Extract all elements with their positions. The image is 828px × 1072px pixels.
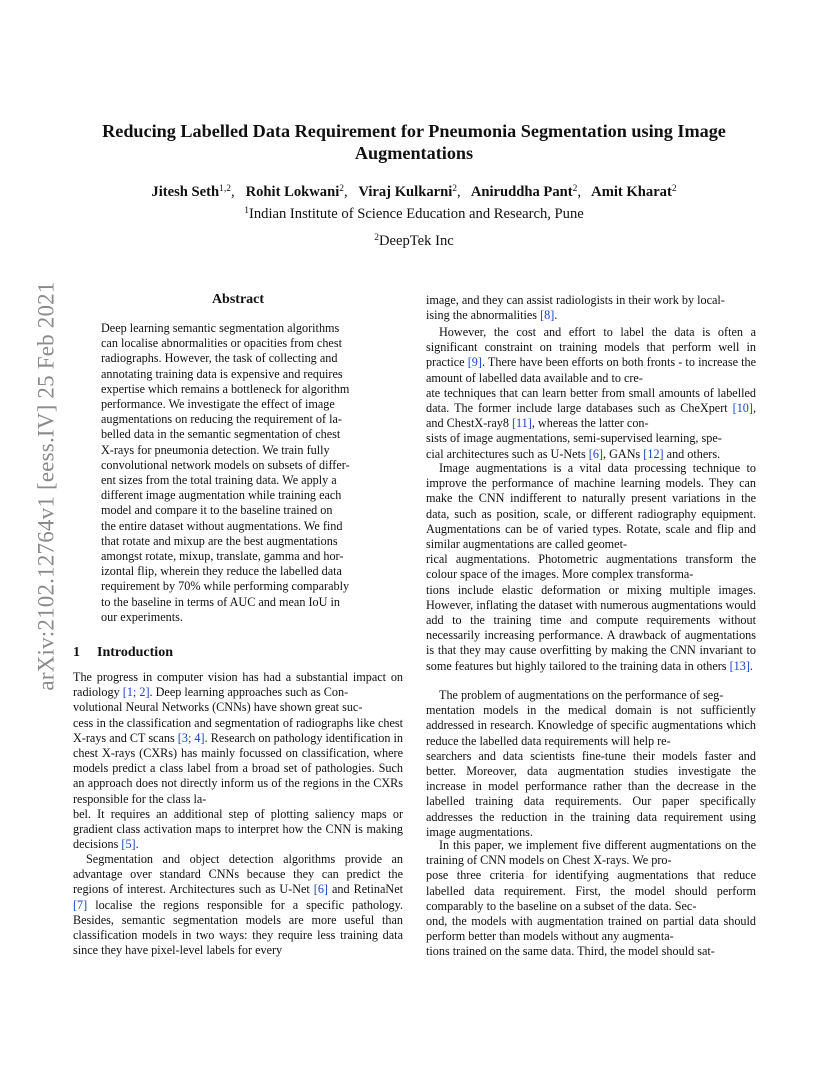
abstract-line: requirement by 70% while performing comparably [101, 579, 350, 594]
citation-link[interactable]: [3; [177, 730, 192, 745]
author-affiliation-mark: 2 [572, 184, 578, 194]
abstract-line: convolutional network models on subsets of differ- [101, 457, 350, 472]
abstract-heading: Abstract [211, 292, 265, 307]
section-number: 1 [73, 645, 80, 660]
right-paragraph-3 [426, 688, 756, 840]
right-paragraph-continued [426, 293, 756, 323]
abstract-line: performance. We investigate the effect of image [101, 397, 335, 412]
author-name: Aniruddha Pant [470, 184, 573, 200]
paragraph-text: The problem of augmentations on the performance of seg- mentation models in the medical domain is not sufficiently addressed in research. Knowledge of specific augmentations which reduce the labelled data requirements will help re- searchers and data scientists fine-tune their models faster and better. Moreover, data augmentation studies investigate the increase in model performance rather than the decrease in the labelled training data requirements. Our paper specifically addresses the reduction in the training data requirement using image augmentations. [426, 688, 756, 839]
abstract-body [101, 321, 377, 625]
abstract-line: the entire dataset without augmentations. We find [101, 518, 343, 533]
citation-link[interactable]: [8] [540, 308, 555, 323]
affiliation-text: Indian Institute of Science Education and Research, Pune [249, 206, 584, 222]
citation-link[interactable]: [6] [588, 446, 603, 461]
arxiv-stamp-text: arXiv:2102.12764v1 [eess.IV] 25 Feb 2021 [34, 281, 60, 691]
section-title: Introduction [97, 645, 173, 660]
paragraph-text: In this paper, we implement five different augmentations on the training of CNN models on Chest X-rays. We pro- pose three criteria for identifying augmentations that reduce labelled data requirement. First, the model should perform comparably to the baseline on a subset of the data. Sec- ond, the models with augmentation trained on partial data should perform better than models without any augmenta- tions trained on the same data. Third, the model should sat- [426, 838, 756, 959]
paragraph-text: Image augmentations is a vital data processing technique to improve the performance of machine learning models. They can make the CNN indifferent to naturally present variations in the data, such as position, scale, or different radiography equipment. Augmentations can be of varied types. Rotate, scale and flip and similar augmentations are called geomet- rical augmentations. Photometric augmentations transform the colour space of the images. More complex transforma- tions include elastic deformation or mixing multiple images. However, inflating the dataset with numerous augmentations would add to the training time and compute requirements without necessarily increasing performance. A drawback of augmentations is that they may cause overfitting by making the CNN invariant to some features but highly tailored to the training data in others [13]. [426, 461, 757, 673]
affiliation-mark: 2 [374, 233, 379, 243]
intro-paragraph-2 [73, 852, 403, 958]
citation-link[interactable]: [6] [313, 882, 328, 897]
arxiv-identifier-stamp [17, 281, 77, 691]
author-affiliation-mark: 2 [671, 184, 677, 194]
author-affiliation-mark: 2 [339, 184, 345, 194]
author-name: Amit Kharat [591, 184, 672, 200]
author-name: Rohit Lokwani [245, 184, 340, 200]
abstract-line: ent sizes from the total training data. We apply a [101, 473, 337, 488]
paragraph-text: However, the cost and effort to label the data is often a significant constraint on training models that perform well in practice [9]. There have been efforts on both fronts - to increase the amount of labelled data available and to cre- ate techniques that can learn better from small amounts of labelled data. The former include large databases such as CheXpert [10], and ChestX-ray8 [11], whereas the latter con- sists of image augmentations, semi-supervised learning, spe- cial architectures such as U-Nets [6], GANs [12] and others. [426, 325, 757, 461]
right-paragraph-4 [426, 838, 756, 960]
paragraph-text: The progress in computer vision has had a substantial impact on radiology [1; 2]. Deep learning approaches such as Con- volutional Neural Networks (CNNs) have shown great suc- cess in the classification and segmentation of radiographs like chest X-rays and CT scans [3; 4]. Research on pathology identification in chest X-rays (CXRs) has mainly focussed on classification, where models predict a class label from a broad set of pathologies. Such an approach does not directly inform us of the regions in the CXRs responsible for the class la- bel. It requires an additional step of plotting saliency maps or gradient class activation maps to interpret how the CNN is making decisions [5]. [73, 670, 404, 852]
abstract-line: augmentations on reducing the requirement of la- [101, 412, 342, 427]
paragraph-text: image, and they can assist radiologists in their work by local- ising the abnormalities [8]. [426, 293, 725, 323]
author-affiliation-mark: 1,2 [219, 184, 231, 194]
right-paragraph-1 [426, 325, 756, 462]
affiliation-2 [60, 231, 768, 251]
abstract-line: expertise which remains a bottleneck for algorithm [101, 381, 350, 396]
abstract-line: can localise abnormalities or opacities from chest [101, 336, 342, 351]
citation-link[interactable]: [7] [73, 897, 88, 912]
citation-link[interactable]: [5] [121, 837, 136, 852]
abstract-line: that rotate and mixup are the best augmentations [101, 533, 338, 548]
right-paragraph-2 [426, 461, 756, 674]
abstract-line: X-rays for pneumonia detection. We train fully [101, 442, 330, 457]
author-name: Viraj Kulkarni [358, 184, 453, 200]
abstract-line: amongst rotate, mixup, translate, gamma and hor- [101, 549, 344, 564]
abstract-line: Deep learning semantic segmentation algorithms [101, 321, 340, 335]
paper-title: Reducing Labelled Data Requirement for Pneumonia Segmentation using Image Augmentations [102, 121, 726, 163]
citation-link[interactable]: [10] [732, 401, 753, 416]
citation-link[interactable]: [11] [511, 416, 532, 431]
abstract-line: radiographs. However, the task of collecting and [101, 351, 338, 366]
affiliation-text: DeepTek Inc [379, 233, 454, 249]
abstract-line: different image augmentation while training each [101, 488, 342, 503]
author-affiliation-mark: 2 [452, 184, 458, 194]
citation-link[interactable]: [1; [122, 685, 137, 700]
section-heading-introduction [73, 645, 173, 661]
abstract-line: izontal flip, wherein they reduce the labelled data [101, 564, 342, 579]
author-list: Jitesh Seth$^{1,2}$, Rohit Lokwani$^2$, Viraj Kulkarni$^2$, Aniruddha Pant$^2$, Amit Kharat$^2$ [151, 184, 677, 200]
abstract-line: to the baseline in terms of AUC and mean IoU in [101, 594, 340, 609]
abstract-line: our experiments. [101, 609, 183, 624]
citation-link[interactable]: 2] [139, 685, 150, 700]
citation-link[interactable]: [13] [729, 658, 750, 673]
affiliation-1 [60, 204, 768, 224]
abstract-line: belled data in the semantic segmentation of chest [101, 427, 341, 442]
citation-link[interactable]: 4] [194, 730, 205, 745]
abstract-line: model and compare it to the baseline trained on [101, 503, 333, 518]
abstract-line: annotating training data is expensive and requires [101, 366, 343, 381]
paragraph-text: Segmentation and object detection algorithms provide an advantage over standard CNNs because they can predict the regions of interest. Architectures such as U-Net [6] and RetinaNet [7] localise the regions responsible for a specific pathology. Besides, semantic segmentation models are more useful than classification models in two ways: they require less training data since they have pixel-level labels for every [73, 852, 404, 958]
affiliation-mark: 1 [244, 206, 249, 216]
intro-paragraph-1 [73, 670, 403, 852]
citation-link[interactable]: [9] [467, 355, 482, 370]
citation-link[interactable]: [12] [643, 446, 664, 461]
author-name: Jitesh Seth [151, 184, 220, 200]
